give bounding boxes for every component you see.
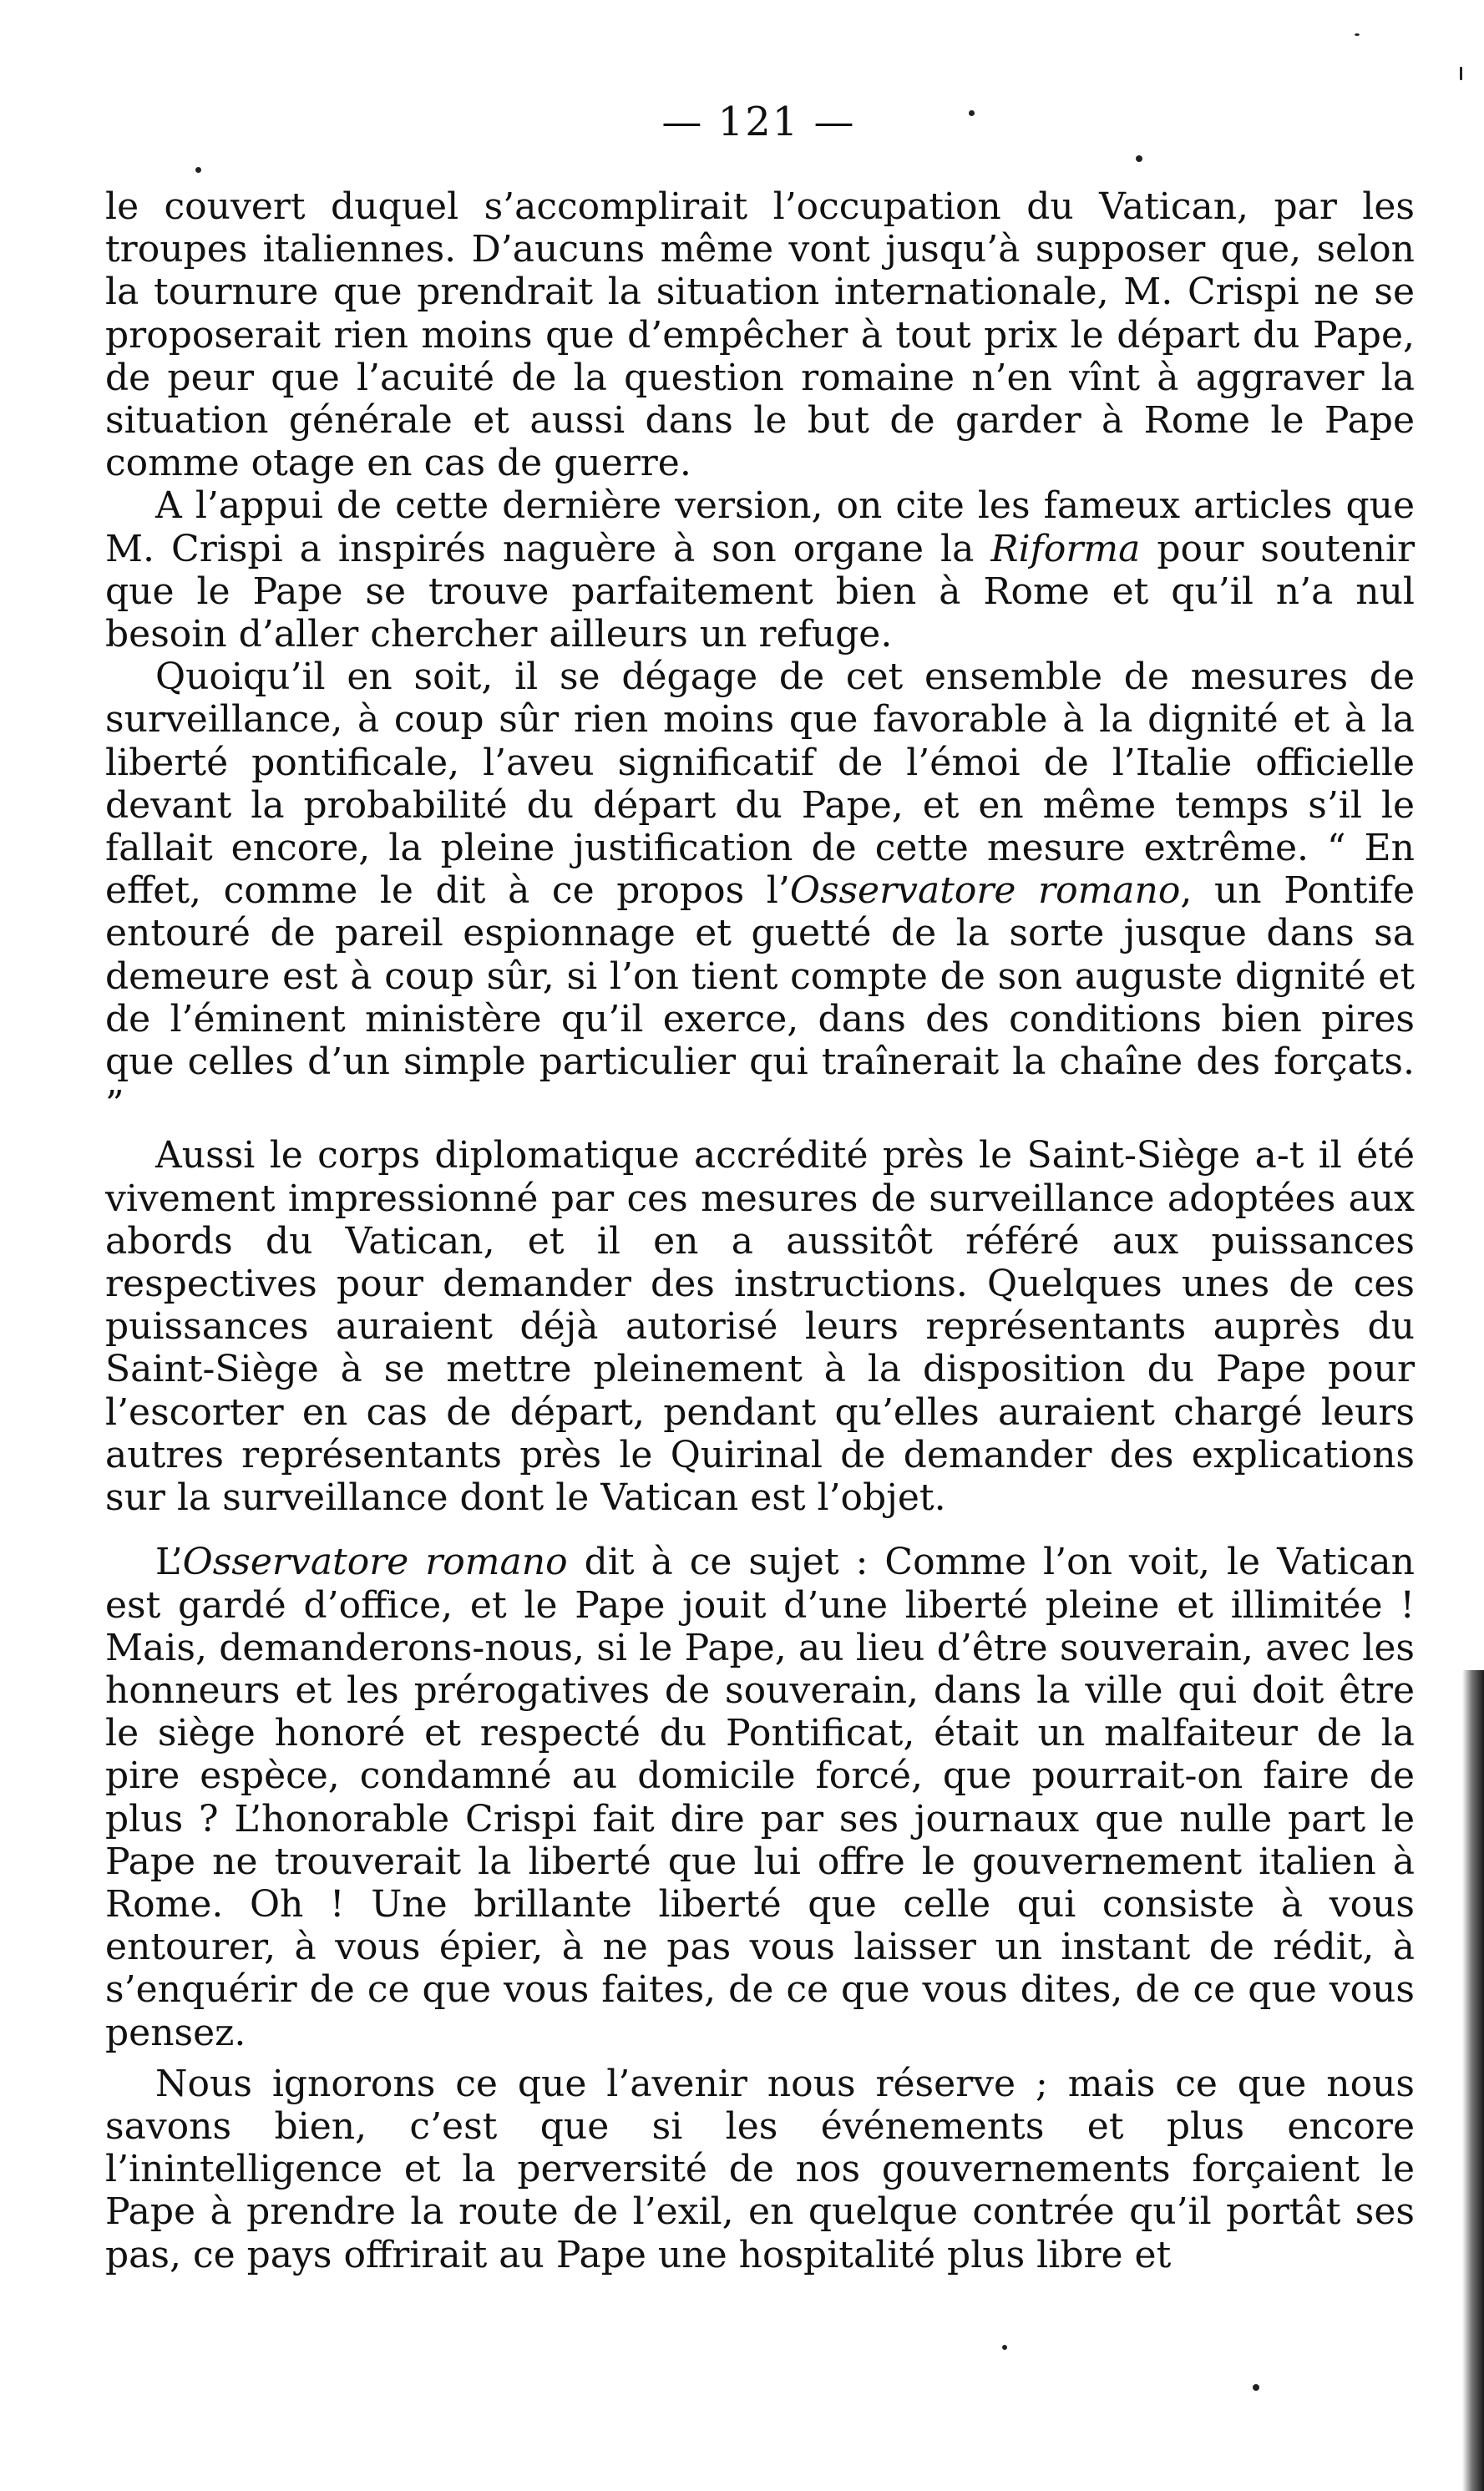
scan-speck [1002,2345,1007,2350]
scan-speck [1460,67,1462,80]
paragraph-3-text-before: Quoiqu’il en soit, il se dégage de cet ensemble de mesures de surveillance, à coup sûr rien moins que favorable à la dignité et à la liberté pontificale, l’aveu significatif de l’émoi de l’Italie officielle devant la probabilité du départ du Pape, et en même temps s’il le fallait encore, la pleine justification de cette mesure extrême. “ En effet, comme le dit à ce propos l’ [105,656,1415,913]
paragraph-5 [105,1541,1415,2053]
scan-speck [969,110,975,116]
page-number: — 121 — [661,99,856,145]
paragraph-3-text-after: , un Pontife entouré de pareil espionnage et guetté de la sorte jusque dans sa demeure est à coup sûr, si l’on tient compte de son auguste dignité et de l’éminent ministère qu’il exerce, dans des conditions bien pires que celles d’un simple particulier qui traînerait la chaîne des forçats. ” [105,869,1415,1127]
scan-speck [1355,33,1360,36]
body-text [105,185,1415,2276]
scan-speck [1136,155,1142,162]
scan-speck [1253,2384,1259,2391]
paragraph-6-text: Nous ignorons ce que l’avenir nous réserve ; mais ce que nous savons bien, c’est que si les événements et plus encore l’inintelligence et la perversité de nos gouvernements forçaient le Pape à prendre la route de l’exil, en quelque contrée qu’il portât ses pas, ce pays offrirait au Pape une hospitalité plus libre et [105,2062,1415,2276]
paragraph-2-text-after: pour soutenir que le Pape se trouve parfaitement bien à Rome et qu’il n’a nul besoin d’aller chercher ailleurs un refuge. [105,527,1415,656]
paragraph-1 [105,185,1415,484]
scan-edge-shadow [1462,1670,1484,2491]
paragraph-5-text-before: L’ [155,1541,183,1584]
paragraph-3 [105,656,1415,1126]
paragraph-4 [105,1134,1415,1519]
paragraph-2-text-before: A l’appui de cette dernière version, on cite les fameux articles que M. Crispi a inspirés naguère à son organe la [105,484,1415,570]
paragraph-2 [105,484,1415,656]
paragraph-3-italic: Osservatore romano [789,869,1181,913]
paragraph-1-text: le couvert duquel s’accomplirait l’occupation du Vatican, par les troupes italiennes. D’aucuns même vont jusqu’à supposer que, selon la tournure que prendrait la situation internationale, M. Crispi ne se proposerait rien moins que d’empêcher à tout prix le départ du Pape, de peur que l’acuité de la question romaine n’en vînt à aggraver la situation générale et aussi dans le but de garder à Rome le Pape comme otage en cas de guerre. [105,185,1415,485]
paragraph-5-text-after: dit à ce sujet : Comme l’on voit, le Vatican est gardé d’office, et le Pape jouit d’une liberté pleine et illimitée ! Mais, demanderons-nous, si le Pape, au lieu d’être souverain, avec les honneurs et les prérogatives de souverain, dans la ville qui doit être le siège honoré et respecté du Pontificat, était un malfaiteur de la pire espèce, condamné au domicile forcé, que pourrait-on faire de plus ? L’honorable Crispi fait dire par ses journaux que nulle part le Pape ne trouverait la liberté que lui offre le gouvernement italien à Rome. Oh ! Une brillante liberté que celle qui consiste à vous entourer, à vous épier, à ne pas vous laisser un instant de rédit, à s’enquérir de ce que vous faites, de ce que vous dites, de ce que vous pensez. [105,1541,1416,2054]
scan-speck [195,167,201,173]
paragraph-6 [105,2063,1415,2276]
paragraph-4-text: Aussi le corps diplomatique accrédité près le Saint-Siège a-t il été vivement impressionné par ces mesures de surveillance adoptées aux abords du Vatican, et il en a aussitôt référé aux puissances respectives pour demander des instructions. Quelques unes de ces puissances auraient déjà autorisé leurs représentants auprès du Saint-Siège à se mettre pleinement à la disposition du Pape pour l’escorter en cas de départ, pendant qu’elles auraient chargé leurs autres représentants près le Quirinal de demander des explications sur la surveillance dont le Vatican est l’objet. [105,1134,1415,1520]
paragraph-5-italic: Osservatore romano [182,1541,568,1584]
paragraph-2-italic: Riforma [990,527,1141,570]
